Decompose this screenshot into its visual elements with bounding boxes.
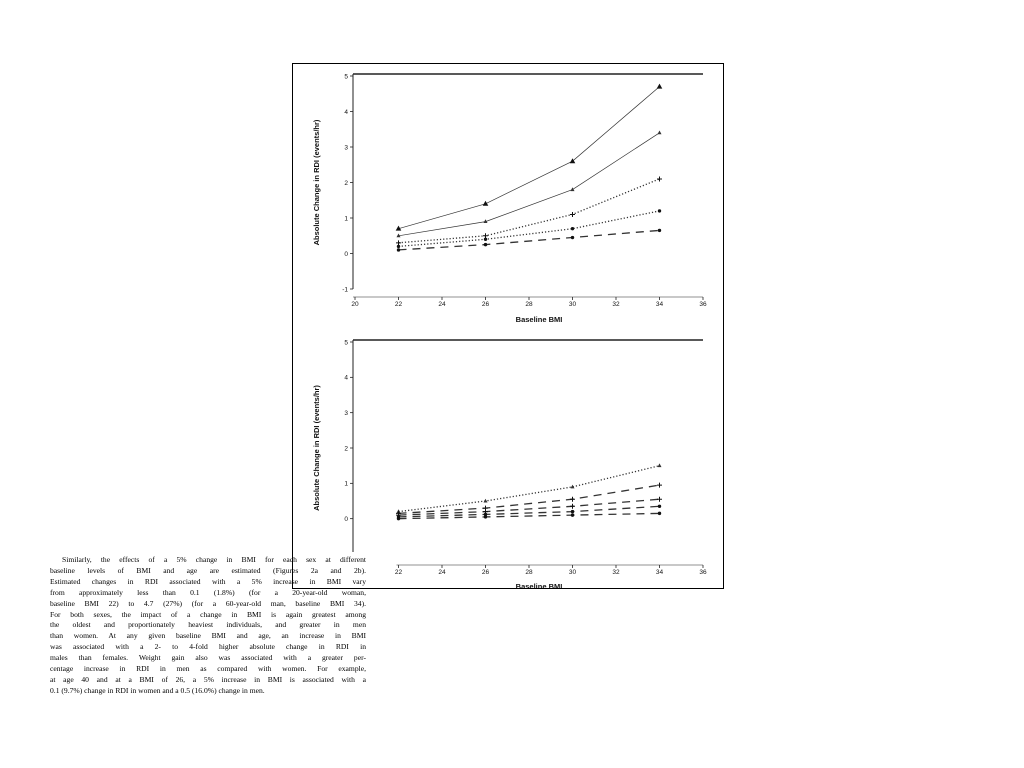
caption-line: Similarly, the effects of a 5% change in BMI for each sex at different [62, 555, 366, 564]
caption-line: males than females. Weight gain also was associated with a greater per- [50, 653, 366, 663]
data-point-marker [396, 240, 401, 245]
x-axis-label: Baseline BMI [515, 315, 563, 324]
y-tick-label: 2 [344, 445, 348, 453]
y-tick-label: 0 [344, 250, 348, 258]
data-point-marker [571, 187, 575, 191]
caption-line: centage increase in RDI in men as compared with women. For example, [50, 664, 366, 674]
series-line [399, 179, 660, 243]
data-point-marker [484, 515, 487, 518]
figure-panel [292, 63, 724, 589]
y-tick-label: 0 [344, 515, 348, 523]
y-tick-label: 1 [344, 480, 348, 488]
data-point-marker [658, 229, 661, 232]
figure-charts [293, 64, 723, 588]
caption-line: baseline levels of BMI and age are estimated (Figures 2a and 2b). [50, 565, 366, 575]
y-tick-label: 4 [344, 374, 348, 382]
data-point-marker [657, 176, 662, 181]
y-tick-label: 3 [344, 409, 348, 417]
x-tick-label: 30 [568, 569, 577, 576]
data-point-marker [483, 201, 489, 206]
y-tick-label: 4 [344, 108, 348, 116]
y-axis-label: Absolute Change in RDI (events/hr) [312, 119, 321, 246]
x-tick-label: 32 [612, 301, 620, 308]
series-line [399, 506, 660, 517]
data-point-marker [658, 131, 662, 135]
data-point-marker [484, 243, 487, 246]
x-tick-label: 28 [525, 569, 533, 576]
data-point-marker [658, 463, 662, 467]
data-point-marker [657, 483, 662, 488]
data-point-marker [483, 233, 488, 238]
caption-line: For both sexes, the impact of a change in BMI is again greatest among [50, 609, 366, 619]
series-line [399, 513, 660, 518]
y-tick-label: -1 [342, 286, 348, 294]
caption-line: baseline BMI 22) to 4.7 (27%) (for a 60-year-old man, baseline BMI 34). [50, 598, 366, 608]
caption-line: at age 40 and at a BMI of 26, a 5% increase in BMI is associated with a [50, 674, 366, 684]
x-axis-label: Baseline BMI [515, 582, 563, 588]
x-tick-label: 34 [655, 569, 664, 576]
x-tick-label: 28 [525, 301, 533, 308]
data-point-marker [570, 158, 576, 163]
y-tick-label: 5 [344, 339, 348, 347]
x-tick-label: 36 [699, 569, 707, 576]
series-line [399, 466, 660, 512]
data-point-marker [570, 212, 575, 217]
caption-line: Estimated changes in RDI associated with a 5% increase in BMI vary [50, 576, 366, 586]
series-line [399, 133, 660, 236]
data-point-marker [571, 513, 574, 516]
caption-line: 0.1 (9.7%) change in RDI in women and a 0.5 (16.0%) change in men. [50, 685, 265, 695]
data-point-marker [658, 505, 661, 508]
caption-text [50, 555, 366, 697]
data-point-marker [484, 499, 488, 503]
x-tick-label: 26 [481, 301, 490, 308]
x-tick-label: 30 [568, 301, 577, 308]
y-tick-label: 2 [344, 179, 348, 187]
x-tick-label: 22 [394, 569, 403, 576]
data-point-marker [397, 517, 400, 520]
x-tick-label: 26 [481, 569, 490, 576]
y-axis-label: Absolute Change in RDI (events/hr) [312, 385, 321, 511]
data-point-marker [657, 84, 663, 89]
x-tick-label: 24 [438, 569, 446, 576]
data-point-marker [658, 512, 661, 515]
x-tick-label: 20 [351, 301, 359, 308]
x-tick-label: 34 [655, 301, 664, 308]
data-point-marker [657, 497, 662, 502]
data-point-marker [570, 497, 575, 502]
data-point-marker [397, 245, 400, 248]
y-tick-label: 3 [344, 144, 348, 152]
x-tick-label: 36 [699, 301, 707, 308]
data-point-marker [571, 485, 575, 489]
x-tick-label: 22 [394, 301, 403, 308]
data-point-marker [571, 236, 574, 239]
x-tick-label: 32 [612, 569, 620, 576]
caption-line: than women. At any given baseline BMI and age, an increase in BMI [50, 631, 366, 641]
y-tick-label: 1 [344, 215, 348, 223]
series-line [399, 87, 660, 229]
data-point-marker [570, 504, 575, 509]
data-point-marker [571, 227, 574, 230]
y-tick-label: 5 [344, 73, 348, 81]
data-point-marker [484, 238, 487, 241]
caption-line: the oldest and proportionately heaviest individuals, and greater in men [50, 620, 366, 630]
data-point-marker [397, 248, 400, 251]
caption-line: was associated with a 2- to 4-fold higher absolute change in RDI in [50, 642, 366, 652]
caption-line: from approximately less than 0.1 (1.8%) (for a 20-year-old woman, [50, 587, 366, 597]
data-point-marker [658, 209, 661, 212]
x-tick-label: 24 [438, 301, 446, 308]
data-point-marker [571, 510, 574, 513]
